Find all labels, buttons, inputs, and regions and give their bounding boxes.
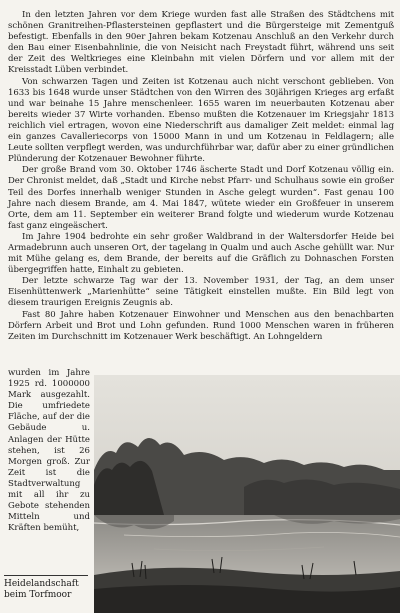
article-body	[8, 10, 394, 343]
paragraph-dark-days: Von schwarzen Tagen und Zeiten ist Kotzenau auch nicht verschont geblieben. Von 1633 bis 1648 wurde unser Städtchen von den Wirren des 30jährigen Krieges arg erfaßt und war beinahe 15 Jahre menschenleer. 1655 waren im neuerbauten Kotzenau aber bereits wieder 37 Wirte vorhanden. Ebenso mußten die Kotzenauer im Kriegsjahr 1813 reichlich viel ertragen, wovon eine Niederschrift aus damaliger Zeit meldet: einmal lag ein ganzes Cavalleriecorps von 15000 Mann in und um Kotzenau in Feldlagern; alle Leute sollten verpflegt werden, was undurchführbar war, dafür aber zu einer gründlichen Plünderung der Kotzenauer Bewohner führte.	[8, 76, 394, 165]
paragraph-paving: In den letzten Jahren vor dem Kriege wurden fast alle Straßen des Städtchens mit schönen Granitreihen-Pflastersteinen gepflastert und die Bürgersteige mit Zementguß befestigt. Ebenfalls in den 90er Jahren bekam Kotzenau Anschluß an den Verkehr durch den Bau einer Eisenbahnlinie, die von Neisicht nach Freystadt führt, während uns seit der Zeit des Weltkrieges eine Kleinbahn mit vielen Dörfern und vor allem mit der Kreisstadt Lüben verbindet.	[8, 10, 394, 76]
caption-line-1: Heidelandschaft	[4, 579, 79, 589]
paragraph-forest-fire: Im Jahre 1904 bedrohte ein sehr großer Waldbrand in der Waltersdorfer Heide bei Armadebrunn auch unseren Ort, der tagelang in Qualm und auch Asche gehüllt war. Nur mit Mühe gelang es, dem Brande, der bereits auf die Gräflich zu Dohnaschen Forsten übergegriffen hatte, Einhalt zu gebieten.	[8, 231, 394, 276]
caption-line-2: beim Torfmoor	[4, 590, 72, 600]
landscape-photo	[94, 375, 400, 613]
paragraph-ironworks-closure: Der letzte schwarze Tag war der 13. November 1931, der Tag, an dem unser Eisenhüttenwerk „Marienhütte“ seine Tätigkeit einstellen mußte. Ein Bild legt von diesem traurigen Ereignis Zeugnis ab.	[8, 276, 394, 309]
paragraph-workers: Fast 80 Jahre haben Kotzenauer Einwohner und Menschen aus den benachbarten Dörfern Arbeit und Brot und Lohn gefunden. Rund 1000 Menschen waren in früheren Zeiten im Durchschnitt im Kotzenauer Werk beschäftigt. An Lohngeldern	[8, 309, 394, 342]
paragraph-great-fire: Der große Brand vom 30. Oktober 1746 äscherte Stadt und Dorf Kotzenau völlig ein. Der Chronist meldet, daß „Stadt und Kirche nebst Pfarr- und Schulhaus sowie ein großer Teil des Dorfes innerhalb weniger Stunden in Asche gelegt wurden“. Fast genau 100 Jahre nach diesem Brande, am 4. Mai 1847, wütete wieder ein Großfeuer in unserem Orte, dem am 11. September ein weiterer Brand folgte und wiederum wurde Kotzenau fast ganz eingeäschert.	[8, 165, 394, 231]
photo-caption	[4, 575, 88, 601]
side-column-text: wurden im Jahre 1925 rd. 1000000 Mark ausgezahlt. Die umfriedete Fläche, auf der die Gebäude u. Anlagen der Hütte stehen, ist 26 Morgen groß. Zur Zeit ist die Stadtverwaltung mit all ihr zu Gebote stehenden Mitteln und Kräften bemüht,	[8, 368, 90, 534]
